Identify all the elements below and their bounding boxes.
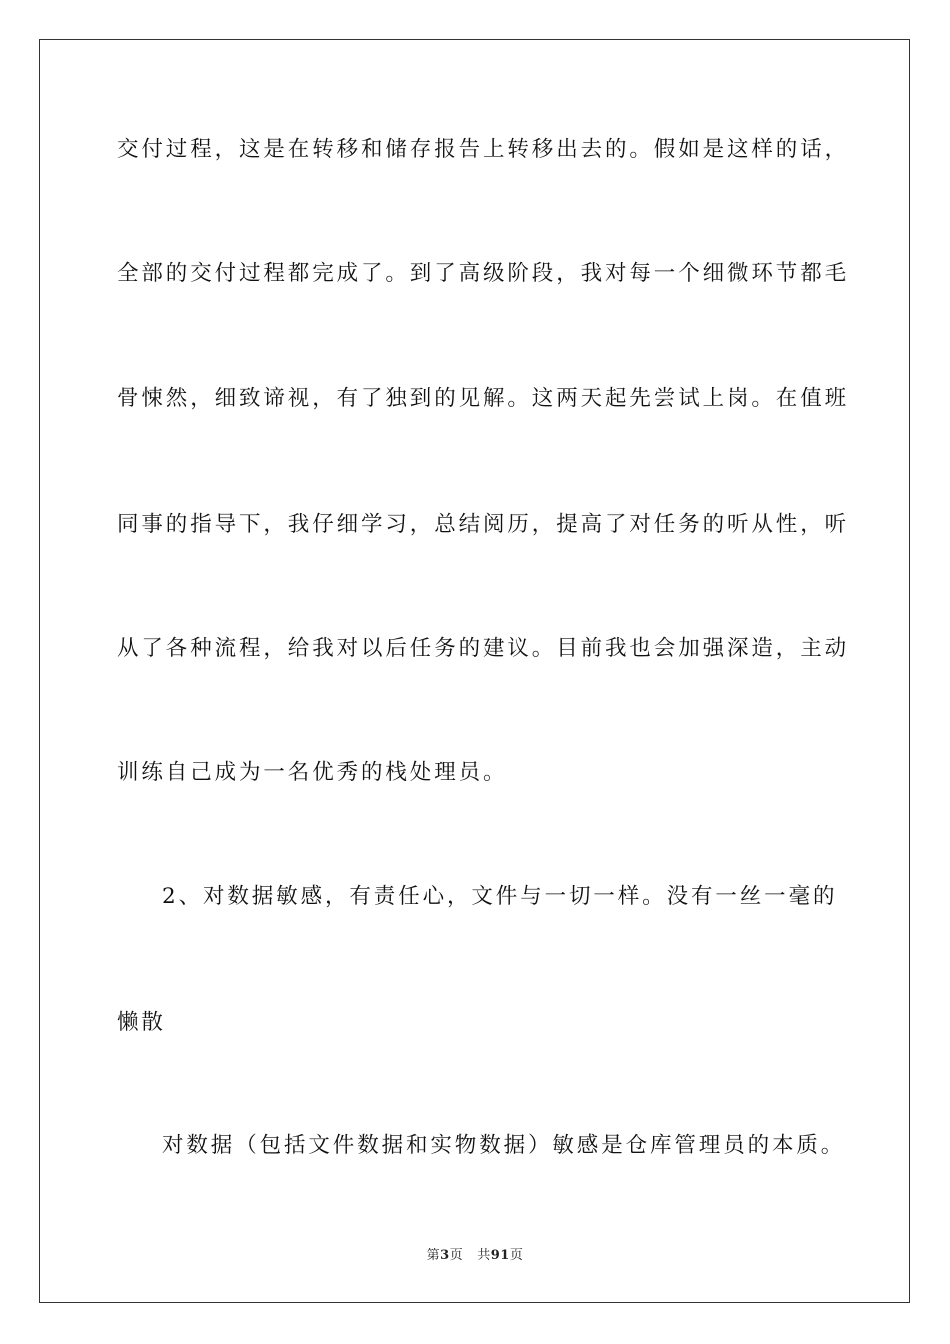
body-text-line-4: 同事的指导下，我仔细学习，总结阅历，提高了对任务的听从性，听 <box>117 512 850 537</box>
body-text-line-6: 训练自己成为一名优秀的栈处理员。 <box>117 760 508 785</box>
body-text-line-2: 全部的交付过程都完成了。到了高级阶段，我对每一个细微环节都毛 <box>117 261 850 286</box>
body-text-line-8: 懒散 <box>117 1010 166 1035</box>
page-footer <box>0 1247 950 1265</box>
page-border <box>39 39 910 1303</box>
total-suffix: 页 <box>509 1248 524 1263</box>
page-number: 3 <box>440 1248 450 1263</box>
page-prefix: 第 <box>426 1248 441 1263</box>
body-text-line-5: 从了各种流程，给我对以后任务的建议。目前我也会加强深造，主动 <box>117 636 850 661</box>
total-pages: 91 <box>490 1248 510 1263</box>
page-suffix: 页 <box>449 1248 464 1263</box>
body-text-line-7: 2、对数据敏感，有责任心，文件与一切一样。没有一丝一毫的 <box>162 884 838 909</box>
total-prefix: 共 <box>477 1248 491 1263</box>
body-text-line-1: 交付过程，这是在转移和储存报告上转移出去的。假如是这样的话， <box>117 137 850 162</box>
body-text-line-3: 骨悚然，细致谛视，有了独到的见解。这两天起先尝试上岗。在值班 <box>117 386 850 411</box>
body-text-line-9: 对数据（包括文件数据和实物数据）敏感是仓库管理员的本质。 <box>162 1133 846 1158</box>
